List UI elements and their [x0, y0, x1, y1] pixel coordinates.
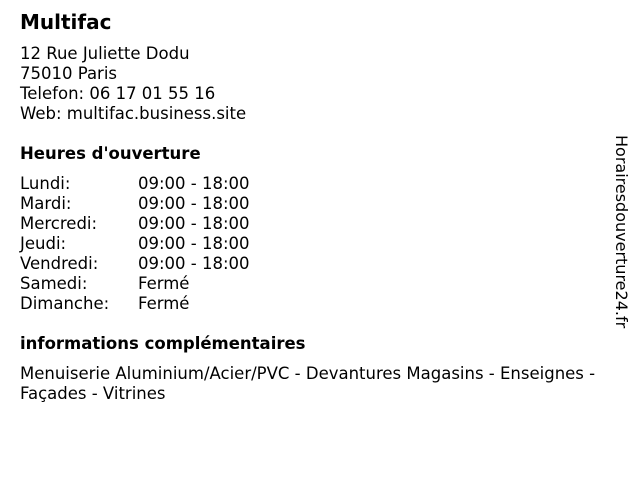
time-value: Fermé [138, 294, 190, 313]
website: Web: multifac.business.site [20, 104, 247, 123]
watermark-text: Horairesdouverture24.fr [612, 135, 631, 329]
day-label: Jeudi: [20, 234, 67, 253]
time-value: 09:00 - 18:00 [138, 174, 250, 193]
day-label: Vendredi: [20, 254, 99, 273]
day-label: Dimanche: [20, 294, 110, 313]
business-name: Multifac [20, 10, 112, 34]
day-label: Samedi: [20, 274, 88, 293]
hours-heading: Heures d'ouverture [20, 144, 201, 163]
day-label: Mardi: [20, 194, 72, 213]
day-label: Mercredi: [20, 214, 98, 233]
address-block [20, 44, 246, 124]
time-value: 09:00 - 18:00 [138, 214, 250, 233]
day-label: Lundi: [20, 174, 71, 193]
phone-number: Telefon: 06 17 01 55 16 [20, 84, 216, 103]
time-value: 09:00 - 18:00 [138, 194, 250, 213]
time-value: 09:00 - 18:00 [138, 234, 250, 253]
time-value: Fermé [138, 274, 190, 293]
street-address: 12 Rue Juliette Dodu [20, 44, 190, 63]
info-heading: informations complémentaires [20, 334, 306, 353]
time-value: 09:00 - 18:00 [138, 254, 250, 273]
info-description: Menuiserie Aluminium/Acier/PVC - Devantures Magasins - Enseignes - Façades - Vitrines [20, 364, 596, 403]
city-postal: 75010 Paris [20, 64, 118, 83]
